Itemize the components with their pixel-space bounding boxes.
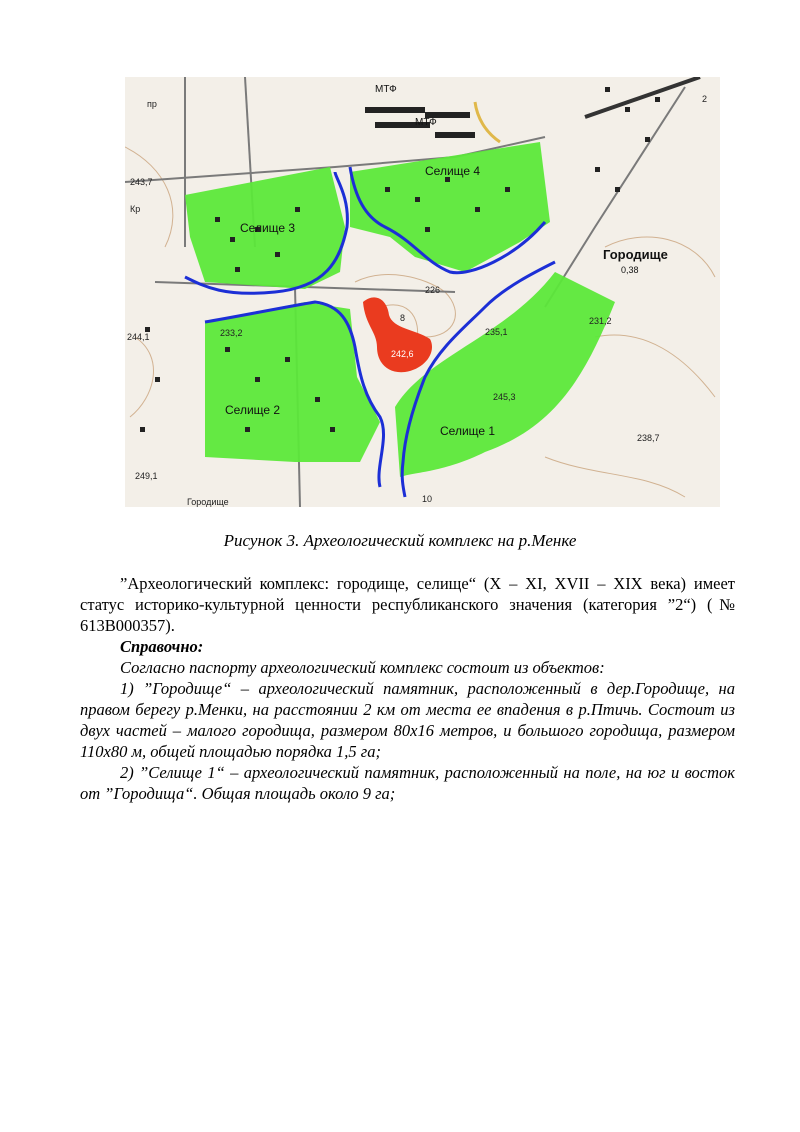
body-text xyxy=(80,573,735,804)
elevation-label: 231,2 xyxy=(589,316,612,326)
farm-label-2: МТФ xyxy=(415,117,437,128)
elevation-label: 244,1 xyxy=(127,332,150,342)
paragraph-status: ”Археологический комплекс: городище, селище“ (X – XI, XVII – XIX века) имеет статус историко-культурной ценности республиканского значения (категория ”2“) (№ 613В000357). xyxy=(80,574,735,635)
farm-label-1: МТФ xyxy=(375,84,397,95)
figure-caption: Рисунок 3. Археологический комплекс на р.Менке xyxy=(223,531,577,550)
small-map-label: Кр xyxy=(130,204,141,214)
elevation-label: 226 xyxy=(425,285,441,295)
settlement-4-label: Селище 4 xyxy=(425,164,481,178)
settlement-3-label: Селище 3 xyxy=(240,221,296,235)
elevation-label: 233,2 xyxy=(220,328,243,338)
elevation-label: 235,1 xyxy=(485,327,508,337)
village-name-label: Городище xyxy=(187,497,229,507)
elevation-label: 249,1 xyxy=(135,471,158,481)
elevation-label: 242,6 xyxy=(391,349,414,359)
paragraph-hillfort: 1) ”Городище“ – археологический памятник, расположенный в дер.Городище, на правом берегу р.Менки, на расстоянии 2 км от места ее впадения в р.Птичь. Состоит из двух частей – малого городища, размером 80х16 метров, и большого городища, размером 110х80 м, общей площадью порядка 1,5 га; xyxy=(80,679,735,761)
elevation-label: 243,7 xyxy=(130,177,153,187)
small-map-label: 10 xyxy=(422,494,433,504)
hillfort-map-label: Городище xyxy=(603,247,668,262)
small-map-label: 2 xyxy=(702,94,708,104)
settlement-2-label: Селище 2 xyxy=(225,403,281,417)
paragraph-settlement-1: 2) ”Селище 1“ – археологический памятник, расположенный на поле, на юг и восток от ”Городища“. Общая площадь около 9 га; xyxy=(80,763,735,803)
archaeological-map xyxy=(125,77,720,507)
elevation-label: 245,3 xyxy=(493,392,516,402)
paragraph-composition: Согласно паспорту археологический комплекс состоит из объектов: xyxy=(120,658,605,677)
settlement-1-label: Селище 1 xyxy=(440,424,496,438)
hillfort-value: 0,38 xyxy=(621,265,639,275)
small-map-label: пр xyxy=(147,99,157,109)
reference-heading: Справочно: xyxy=(120,637,204,656)
small-map-label: 8 xyxy=(400,313,406,323)
elevation-label: 238,7 xyxy=(637,433,660,443)
